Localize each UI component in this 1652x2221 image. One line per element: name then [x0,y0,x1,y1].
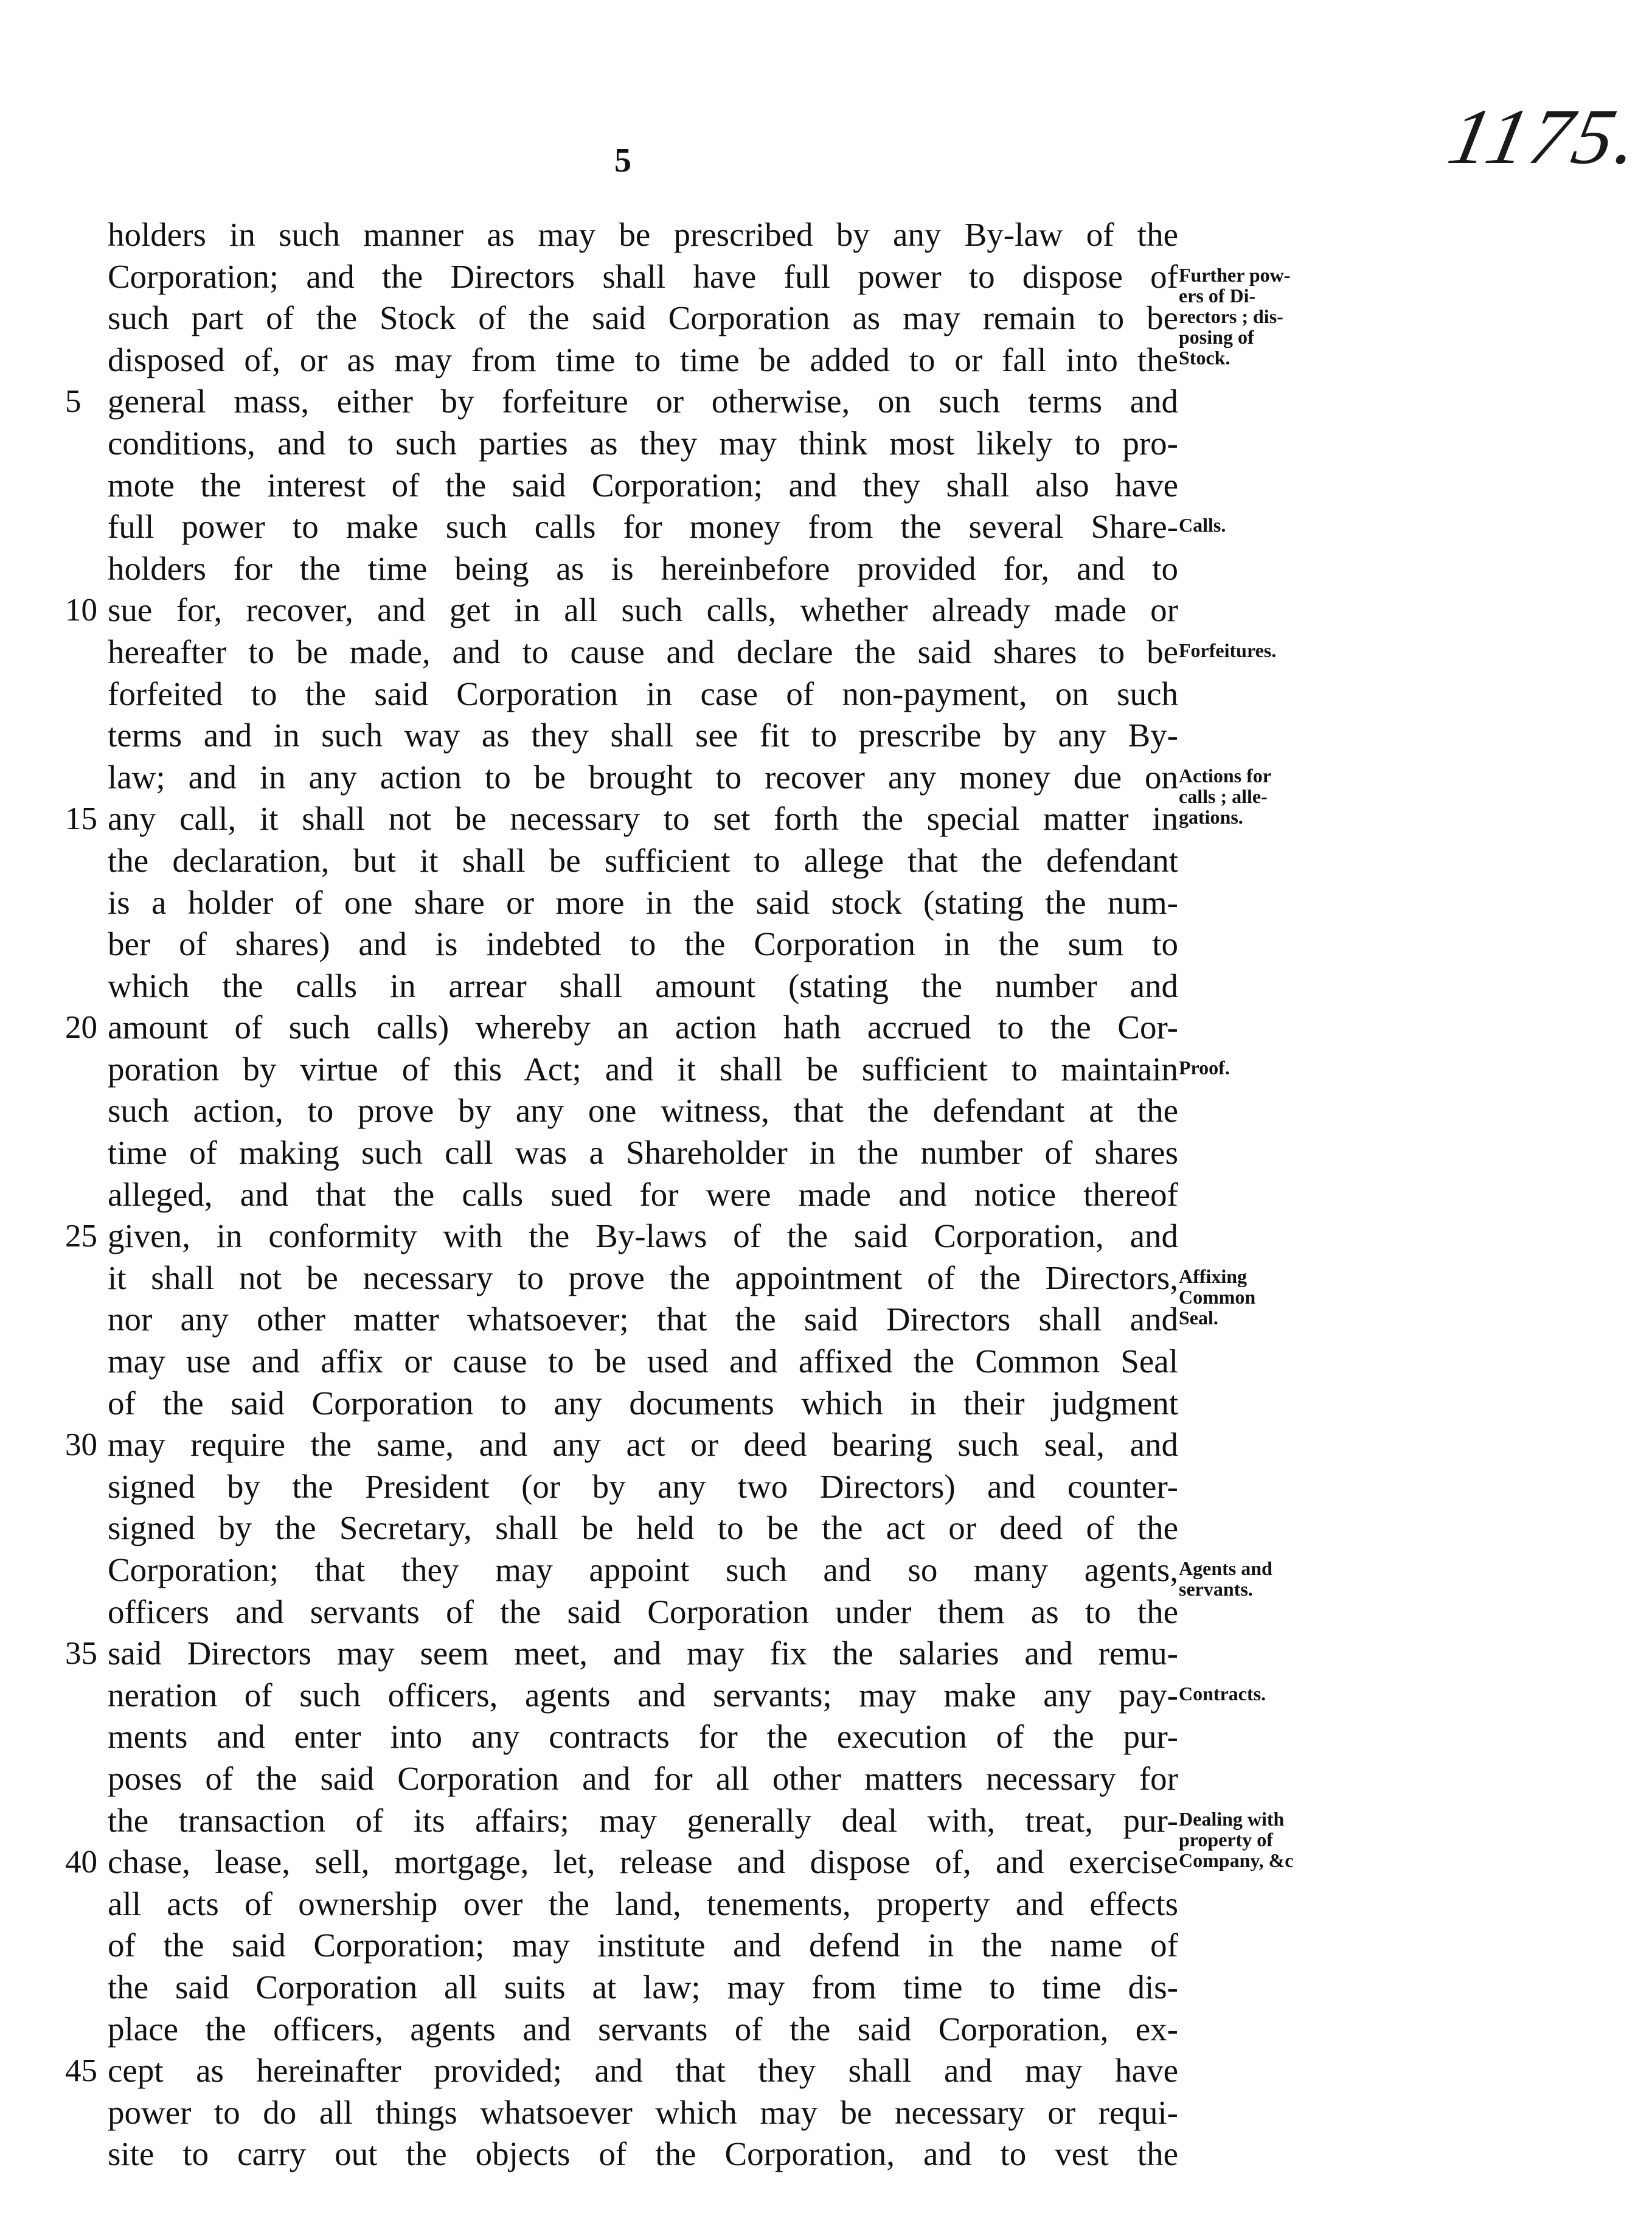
line-text: such part of the Stock of the said Corporation as may remain to be [108,299,1178,337]
line-text: time of making such call was a Shareholder in the number of shares [108,1134,1178,1172]
line-number: 40 [65,1844,97,1880]
line-text: full power to make such calls for money from the several Share- [108,508,1178,546]
line-text: sue for, recover, and get in all such calls, whether already made or [108,591,1178,629]
text-line [108,465,1178,507]
text-line [108,1967,1178,2009]
text-line [65,381,1178,423]
line-text: ments and enter into any contracts for the execution of the pur- [108,1718,1178,1756]
margin-note: Agents and servants. [1179,1557,1272,1601]
text-line [108,923,1178,965]
text-line [108,423,1178,465]
line-text: all acts of ownership over the land, tenements, property and effects [108,1885,1178,1922]
text-line [108,1466,1178,1508]
text-line [108,214,1178,256]
margin-note: Contracts. [1179,1683,1266,1705]
text-line [108,631,1178,673]
line-text: holders in such manner as may be prescribed by any By-law of the [108,216,1178,253]
line-text: of the said Corporation to any documents which in their judgment [108,1384,1178,1422]
text-line [108,715,1178,757]
line-text: signed by the President (or by any two Directors) and counter- [108,1467,1178,1505]
text-line [108,339,1178,381]
margin-note: Proof. [1179,1057,1230,1079]
line-text: disposed of, or as may from time to time be added to or fall into the [108,341,1178,378]
line-text: conditions, and to such parties as they may think most likely to pro- [108,424,1178,462]
line-text: forfeited to the said Corporation in case of non-payment, on such [108,675,1178,712]
text-line [108,2009,1178,2051]
text-line [108,1675,1178,1717]
line-text: law; and in any action to be brought to recover any money due on [108,758,1178,796]
line-text: poration by virtue of this Act; and it shall be sufficient to maintain [108,1050,1178,1088]
line-text: Corporation; that they may appoint such and so many agents, [108,1551,1178,1588]
text-line [108,297,1178,339]
margin-note: Dealing with property of Company, &c [1179,1807,1294,1871]
text-line [108,840,1178,882]
line-text: officers and servants of the said Corporation under them as to the [108,1593,1178,1630]
text-line [65,1841,1178,1883]
line-text: holders for the time being as is hereinbefore provided for, and to [108,549,1178,587]
text-line [65,1633,1178,1675]
text-line [108,965,1178,1007]
line-text: the said Corporation all suits at law; may from time to time dis- [108,1968,1178,2006]
text-line [65,2050,1178,2092]
line-text: the transaction of its affairs; may generally deal with, treat, pur- [108,1801,1178,1839]
text-line [65,1215,1178,1257]
line-text: amount of such calls) whereby an action hath accrued to the Cor- [108,1009,1178,1046]
line-text: hereafter to be made, and to cause and declare the said shares to be [108,633,1178,670]
text-line [108,256,1178,298]
text-line [108,1132,1178,1174]
text-line [108,757,1178,799]
line-text: chase, lease, sell, mortgage, let, release and dispose of, and exercise [108,1843,1178,1881]
line-text: site to carry out the objects of the Corporation, and to vest the [108,2135,1178,2173]
line-text: of the said Corporation; may institute and defend in the name of [108,1927,1178,1964]
text-line [108,506,1178,548]
text-line [108,1341,1178,1383]
text-line [108,1383,1178,1425]
margin-note: Calls. [1179,514,1226,537]
line-text: power to do all things whatsoever which may be necessary or requi- [108,2093,1178,2131]
line-text: signed by the Secretary, shall be held to be the act or deed of the [108,1509,1178,1547]
body-text [65,214,1178,2175]
line-number: 45 [65,2053,97,2089]
line-text: is a holder of one share or more in the said stock (stating the num- [108,883,1178,921]
line-text: mote the interest of the said Corporation; and they shall also have [108,466,1178,504]
text-line [65,798,1178,840]
line-text: nor any other matter whatsoever; that the said Directors shall and [108,1301,1178,1338]
margin-note: Affixing Common Seal. [1179,1265,1256,1329]
line-number: 10 [65,593,97,628]
text-line [65,1007,1178,1049]
line-text: Corporation; and the Directors shall have full power to dispose of [108,257,1178,295]
line-text: may use and affix or cause to be used and affixed the Common Seal [108,1343,1178,1380]
text-line [65,589,1178,631]
text-line [108,1507,1178,1549]
line-text: may require the same, and any act or deed bearing such seal, and [108,1426,1178,1464]
line-text: such action, to prove by any one witness, that the defendant at the [108,1092,1178,1130]
text-line [108,1883,1178,1925]
margin-note: Further pow- ers of Di- rectors ; dis- posing of Stock. [1179,263,1291,369]
line-number: 35 [65,1636,97,1672]
line-number: 25 [65,1218,97,1254]
line-text: cept as hereinafter provided; and that they shall and may have [108,2052,1178,2090]
text-line [108,2092,1178,2134]
text-line [108,673,1178,715]
line-text: which the calls in arrear shall amount (stating the number and [108,967,1178,1004]
text-line [65,1424,1178,1466]
text-line [108,1257,1178,1299]
text-line [108,1716,1178,1758]
line-text: neration of such officers, agents and servants; may make any pay- [108,1676,1178,1714]
line-text: terms and in such way as they shall see fit to prescribe by any By- [108,717,1178,754]
text-line [108,1800,1178,1842]
text-line [108,1758,1178,1800]
text-line [108,2133,1178,2175]
line-text: place the officers, agents and servants of the said Corporation, ex- [108,2010,1178,2048]
line-text: any call, it shall not be necessary to set forth the special matter in [108,800,1178,838]
line-number: 5 [65,384,82,420]
page-number: 5 [614,142,631,179]
line-text: given, in conformity with the By-laws of the said Corporation, and [108,1217,1178,1255]
text-line [108,1299,1178,1341]
line-text: general mass, either by forfeiture or otherwise, on such terms and [108,383,1178,420]
text-line [108,1925,1178,1967]
text-line [108,1174,1178,1216]
text-line [108,1591,1178,1633]
margin-note: Forfeitures. [1179,639,1277,661]
text-line [108,548,1178,590]
line-text: poses of the said Corporation and for all other matters necessary for [108,1759,1178,1797]
line-text: it shall not be necessary to prove the appointment of the Directors, [108,1259,1178,1296]
text-line [108,1049,1178,1091]
line-number: 30 [65,1427,97,1463]
text-line [108,882,1178,924]
line-text: the declaration, but it shall be sufficient to allege that the defendant [108,841,1178,879]
line-text: alleged, and that the calls sued for were made and notice thereof [108,1175,1178,1213]
text-line [108,1549,1178,1591]
line-number: 15 [65,801,97,837]
line-text: said Directors may seem meet, and may fix the salaries and remu- [108,1635,1178,1672]
line-text: ber of shares) and is indebted to the Corporation in the sum to [108,925,1178,963]
handwritten-folio-number: 1175. [1441,93,1651,181]
line-number: 20 [65,1010,97,1046]
margin-note: Actions for calls ; alle- gations. [1179,764,1271,828]
text-line [108,1090,1178,1132]
